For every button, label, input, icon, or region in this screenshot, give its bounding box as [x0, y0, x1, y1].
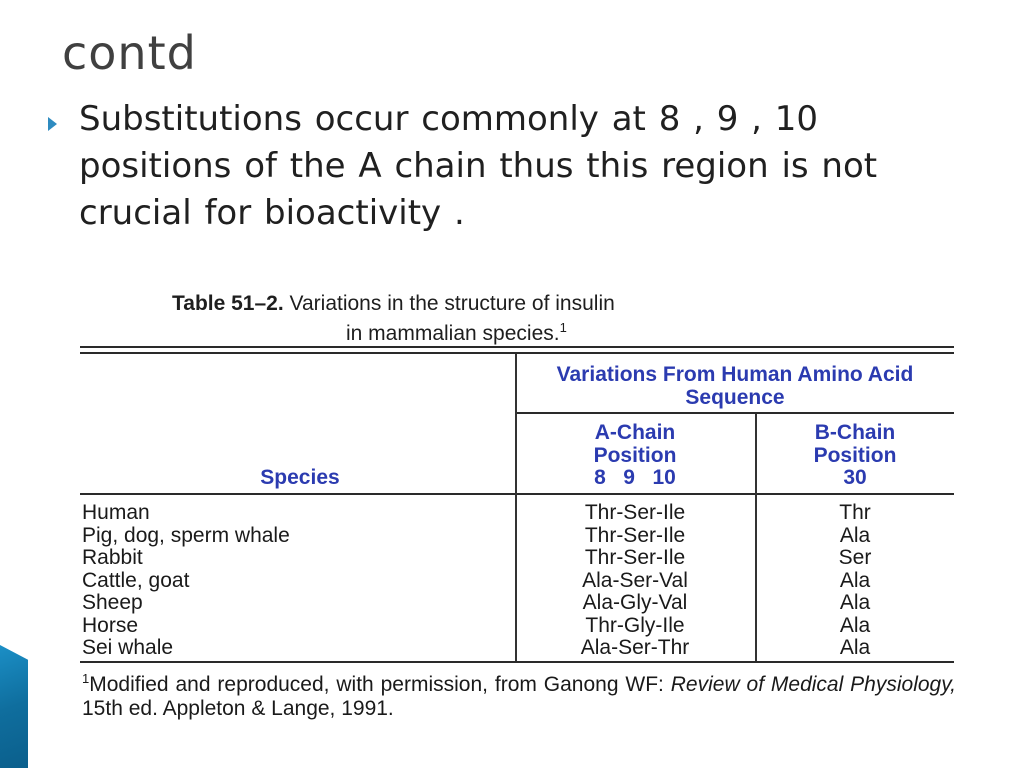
table-top-rule-2: [80, 352, 954, 354]
footnote-superscript: 1: [82, 671, 90, 686]
b-chain-position: 30: [843, 466, 867, 489]
footnote-pre: Modified and reproduced, with permission, from Ganong WF:: [89, 673, 671, 696]
table-row-a-chain: Ala-Gly-Val: [582, 591, 688, 614]
bullet-arrow-icon: [48, 117, 57, 131]
table-row-species: Horse: [82, 613, 139, 637]
table-top-rule-1: [80, 346, 954, 348]
table-row-b-chain: Ala: [839, 523, 871, 547]
table-caption: [172, 292, 615, 346]
footnote-post: 15th ed. Appleton & Lange, 1991.: [82, 697, 394, 720]
b-chain-header: B-Chain Position: [813, 421, 897, 467]
table-row-species: Cattle, goat: [82, 568, 190, 592]
table-row-a-chain: Ala-Ser-Val: [582, 568, 688, 592]
species-header: Species: [260, 466, 340, 489]
header-bottom-rule: [80, 493, 954, 495]
a-chain-positions: 8 9 10: [594, 466, 676, 489]
table-row-species: Human: [82, 501, 150, 524]
table-row-species: Pig, dog, sperm whale: [82, 523, 290, 547]
bullet-text: Substitutions occur commonly at 8 , 9 , 10 positions of the A chain thus this region is not crucial for bioactivity .: [79, 99, 878, 233]
group-header: Variations From Human Amino Acid Sequence: [556, 363, 914, 409]
table-row-species: Sei whale: [82, 636, 174, 659]
a-chain-column: [535, 502, 735, 660]
table-row-a-chain: Thr-Ser-Ile: [584, 501, 686, 524]
a-chain-header: A-Chain Position: [593, 421, 677, 467]
caption-number: Table 51–2.: [172, 292, 284, 315]
group-header-rule: [516, 412, 954, 414]
table-bottom-rule: [80, 661, 954, 663]
table-row-b-chain: Ala: [839, 591, 871, 614]
caption-line2: in mammalian species.: [346, 322, 560, 345]
table-row-b-chain: Ala: [839, 636, 871, 659]
table-row-b-chain: Thr: [839, 501, 871, 524]
caption-text: Variations in the structure of insulin: [289, 292, 615, 315]
b-chain-column: [800, 502, 910, 660]
table-row-species: Sheep: [82, 591, 143, 614]
table-row-b-chain: Ser: [838, 546, 872, 569]
corner-decoration: [0, 645, 28, 768]
slide-title: contd: [62, 26, 197, 80]
table-row-a-chain: Thr-Ser-Ile: [584, 546, 686, 569]
species-column: [82, 502, 290, 660]
table-row-b-chain: Ala: [839, 568, 871, 592]
table-footnote: [82, 667, 956, 721]
caption-superscript: 1: [559, 320, 567, 335]
table-row-species: Rabbit: [82, 546, 143, 569]
footnote-book-title: Review of Medical Physiology,: [670, 673, 956, 696]
table-row-a-chain: Thr-Gly-Ile: [585, 613, 685, 637]
table-row-b-chain: Ala: [839, 613, 871, 637]
species-divider: [515, 354, 517, 661]
table-row-a-chain: Ala-Ser-Thr: [580, 636, 690, 659]
table-row-a-chain: Thr-Ser-Ile: [584, 523, 686, 547]
chain-divider: [755, 414, 757, 661]
